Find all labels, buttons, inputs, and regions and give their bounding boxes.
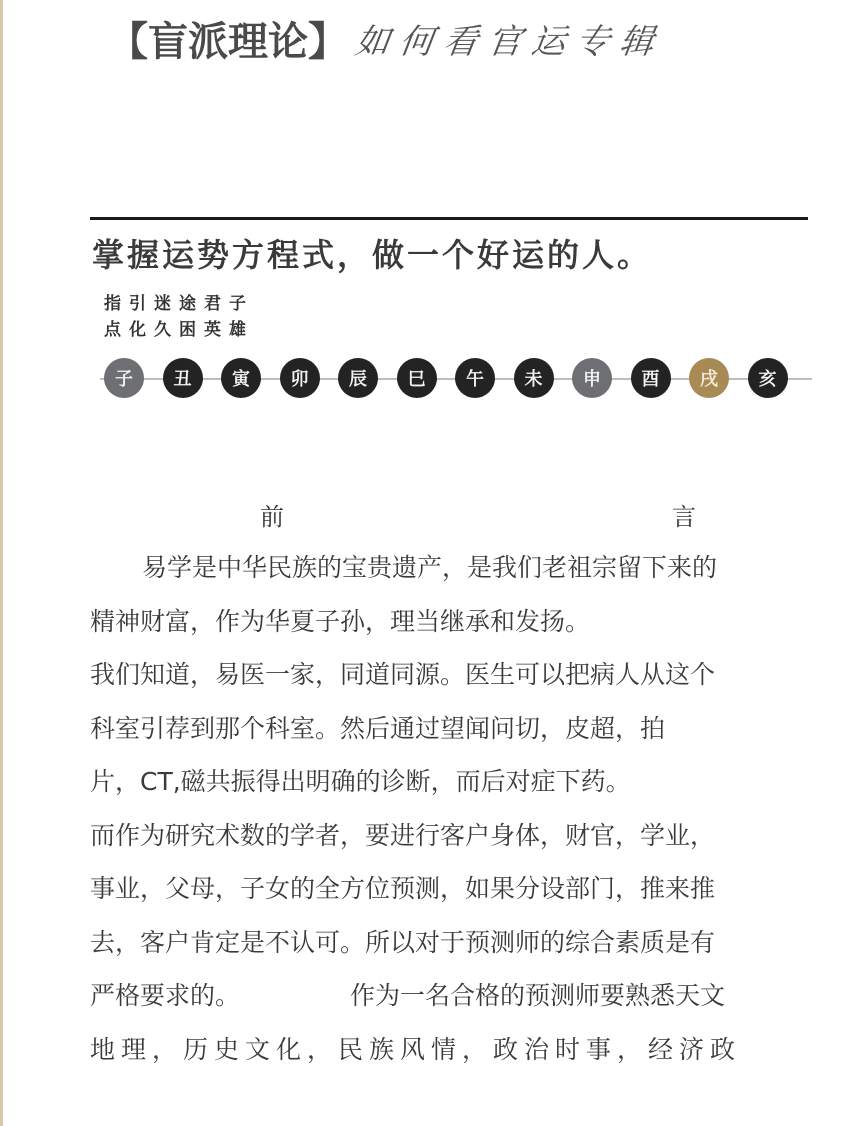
paragraph-line: 片，CT,磁共振得出明确的诊断，而后对症下药。 <box>90 767 631 796</box>
paragraph-line: 去，客户肯定是不认可。所以对于预测师的综合素质是有 <box>90 927 716 957</box>
title-bracketed: 【盲派理论】 <box>108 18 348 65</box>
branch-wei: 未 <box>514 358 554 398</box>
paragraph-line: 而作为研究术数的学者，要进行客户身体，财官，学业， <box>90 820 716 850</box>
paragraph-line: 地理，历史文化，民族风情，政治时事，经济政 <box>90 1034 742 1064</box>
branch-chou: 丑 <box>163 358 203 398</box>
paragraph-line-split <box>90 969 812 1023</box>
branch-si: 巳 <box>397 358 437 398</box>
branch-chen: 辰 <box>338 358 378 398</box>
page-left-border <box>0 0 3 1126</box>
branch-hai: 亥 <box>748 358 788 398</box>
title-calligraphy: 如何看官运专辑 <box>352 21 667 62</box>
motto-line-1: 指引迷途君子 <box>104 294 254 314</box>
branch-mao: 卯 <box>280 358 320 398</box>
horizontal-rule <box>90 217 808 220</box>
paragraph-line: 我们知道，易医一家，同道同源。医生可以把病人从这个 <box>90 660 716 689</box>
paragraph-line: 易学是中华民族的宝贵遗产，是我们老祖宗留下来的 <box>142 553 718 582</box>
branch-wu: 午 <box>455 358 495 398</box>
motto-line-2: 点化久困英雄 <box>104 320 254 340</box>
preface-heading-left: 前 <box>260 503 284 531</box>
slogan: 掌握运势方程式，做一个好运的人。 <box>92 236 653 274</box>
preface-body <box>90 541 812 1076</box>
branch-shen: 申 <box>572 358 612 398</box>
text-segment: 作为一名合格的预测师要熟悉天文 <box>350 981 726 1010</box>
paragraph-line: 事业，父母，子女的全方位预测，如果分设部门，推来推 <box>90 874 716 903</box>
branch-zi: 子 <box>104 358 144 398</box>
branch-xu: 戌 <box>689 358 729 398</box>
paragraph-line: 科室引荐到那个科室。然后通过望闻问切，皮超，拍 <box>90 713 666 743</box>
preface-heading-right: 言 <box>672 503 696 531</box>
branch-yin: 寅 <box>221 358 261 398</box>
earthly-branches-row <box>104 358 788 398</box>
page-title <box>108 8 667 68</box>
paragraph-line: 精神财富，作为华夏子孙，理当继承和发扬。 <box>90 606 591 636</box>
text-segment: 严格要求的。 <box>90 981 241 1010</box>
branch-you: 酉 <box>631 358 671 398</box>
